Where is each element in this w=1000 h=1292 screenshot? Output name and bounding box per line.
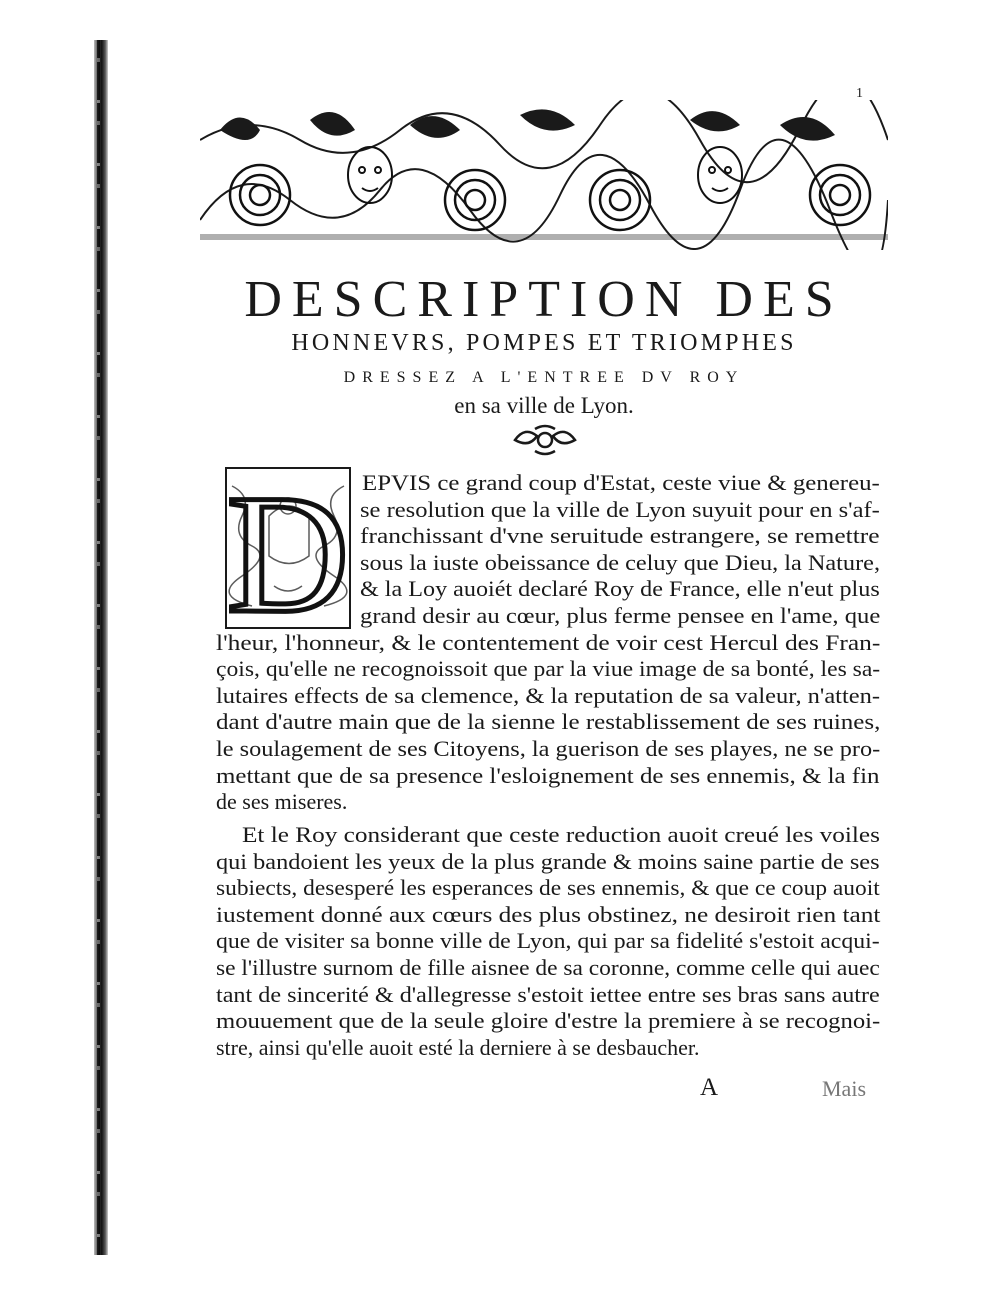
title-line-4: en sa ville de Lyon. bbox=[454, 393, 634, 418]
text-line: stre, ainsi qu'elle auoit esté la derniere à se desbaucher. bbox=[216, 1034, 700, 1060]
text-line: dant d'autre main que de la sienne le restablissement de ses ruines, bbox=[216, 709, 881, 735]
text-line: se resolution que la ville de Lyon suyuit pour en s'af- bbox=[360, 496, 880, 522]
text-line: mouuement que de la seule gloire d'estre la premiere à se recognoi- bbox=[216, 1008, 881, 1034]
text-line: sous la iuste obeissance de celuy que Dieu, la Nature, bbox=[360, 549, 881, 575]
ornamental-headpiece bbox=[200, 100, 888, 250]
catchword: Mais bbox=[822, 1076, 866, 1101]
text-line: Et le Roy considerant que ceste reduction auoit creué les voiles bbox=[242, 822, 880, 847]
text-line: le soulagement de ses Citoyens, la guerison de ses playes, ne se pro- bbox=[216, 736, 881, 761]
text-line: mettant que de sa presence l'esloignement de ses ennemis, & la fin bbox=[216, 762, 880, 788]
fleuron-ornament bbox=[505, 423, 585, 457]
decorated-initial-d bbox=[224, 466, 352, 630]
title-line-2: HONNEVRS, POMPES ET TRIOMPHES bbox=[291, 330, 797, 356]
text-line: que de visiter sa bonne ville de Lyon, qui par sa fidelité s'estoit acqui- bbox=[216, 928, 880, 954]
text-line: l'heur, l'honneur, & le contentement de voir cest Hercul des Fran- bbox=[216, 629, 881, 655]
text-line: grand desir au cœur, plus ferme pensee en l'ame, que bbox=[360, 603, 881, 628]
text-line: tant de sincerité & d'allegresse s'estoit iettee entre ses bras sans autre bbox=[216, 981, 880, 1007]
text-line: çois, qu'elle ne recognoissoit que par la viue image de sa bonté, les sa- bbox=[216, 656, 881, 682]
text-line: franchissant d'vne seruitude estrangere, se remettre bbox=[360, 523, 880, 549]
text-line: de ses miseres. bbox=[216, 789, 348, 815]
text-line: subiects, desesperé les esperances de ses ennemis, & que ce coup auoit bbox=[216, 875, 880, 901]
text-line: qui bandoient les yeux de la plus grande & moins saine partie de ses bbox=[216, 848, 880, 874]
text-line: EPVIS ce grand coup d'Estat, ceste viue & genereu- bbox=[362, 470, 880, 495]
signature-mark: A bbox=[700, 1074, 719, 1101]
page-number: 1 bbox=[856, 86, 863, 101]
text-line: lutaires effects de sa clemence, & la reputation de sa valeur, n'atten- bbox=[216, 682, 881, 708]
text-line: & la Loy auoiét declaré Roy de France, elle n'eut plus bbox=[360, 576, 880, 602]
text-line: se l'illustre surnom de fille aisnee de sa coronne, comme celle qui auec bbox=[216, 955, 880, 980]
book-binding-edge bbox=[94, 40, 108, 1255]
title-line-1: DESCRIPTION DES bbox=[244, 271, 844, 328]
text-line: iustement donné aux cœurs des plus obstinez, ne desiroit rien tant bbox=[216, 901, 881, 927]
title-line-3: DRESSEZ A L'ENTREE DV ROY bbox=[343, 369, 745, 386]
initial-letter: D bbox=[226, 466, 350, 630]
